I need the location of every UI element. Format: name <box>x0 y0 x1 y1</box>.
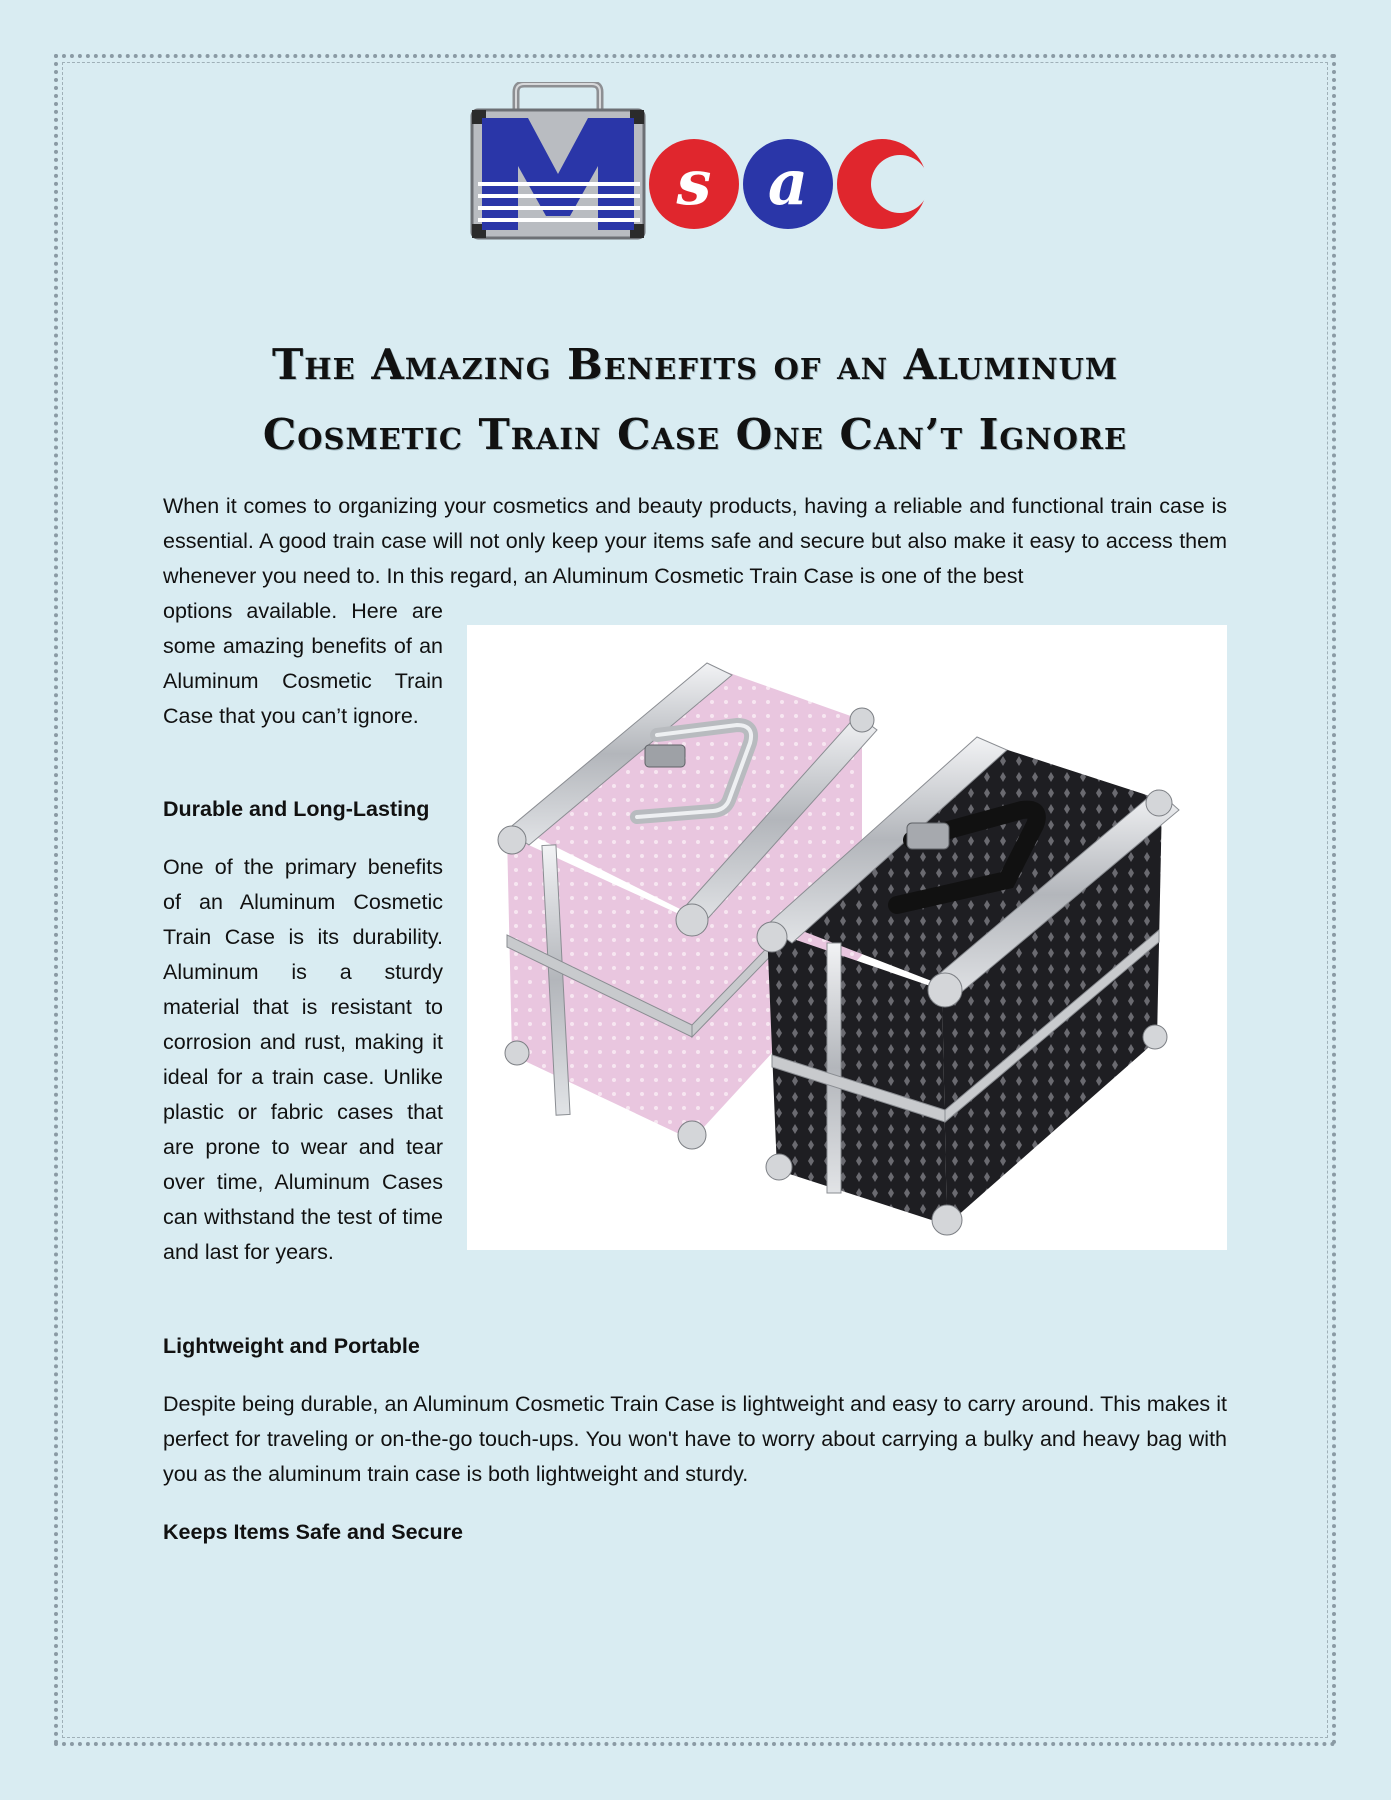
durable-paragraph: One of the primary benefits of an Aluminum Cosmetic Train Case is its durability. Aluminum is a sturdy material that is resistant to corrosion and rust, making it ideal for a train case. Unlike plastic or fabric cases that are prone to wear and tear over time, Aluminum Cases can withstand the test of time and last for years. <box>163 855 443 1264</box>
heading-durable: Durable and Long-Lasting <box>163 797 430 821</box>
heading-safe-secure: Keeps Items Safe and Secure <box>163 1520 463 1544</box>
train-case-photo <box>467 625 1227 1250</box>
intro-paragraph-continued: options available. Here are some amazing benefits of an Aluminum Cosmetic Train Case that you can’t ignore. <box>163 599 443 728</box>
intro-paragraph: When it comes to organizing your cosmetics and beauty products, having a reliable and functional train case is essential. A good train case will not only keep your items safe and secure but also make it easy to access them whenever you need to. In this regard, an Aluminum Cosmetic Train Case is one of the best <box>163 494 1227 588</box>
page-title <box>163 330 1227 470</box>
lightweight-paragraph: Despite being durable, an Aluminum Cosmetic Train Case is lightweight and easy to carry around. This makes it perfect for traveling or on-the-go touch-ups. You won't have to worry about carrying a bulky and heavy bag with you as the aluminum train case is both lightweight and sturdy. <box>163 1392 1227 1486</box>
heading-lightweight: Lightweight and Portable <box>163 1334 420 1358</box>
title-line-1: The Amazing Benefits of an Aluminum <box>271 340 1119 389</box>
title-line-2: Cosmetic Train Case One Can’t Ignore <box>262 410 1128 459</box>
svg-text:a: a <box>767 146 809 219</box>
msac-logo <box>468 82 928 240</box>
svg-text:s: s <box>676 146 712 219</box>
